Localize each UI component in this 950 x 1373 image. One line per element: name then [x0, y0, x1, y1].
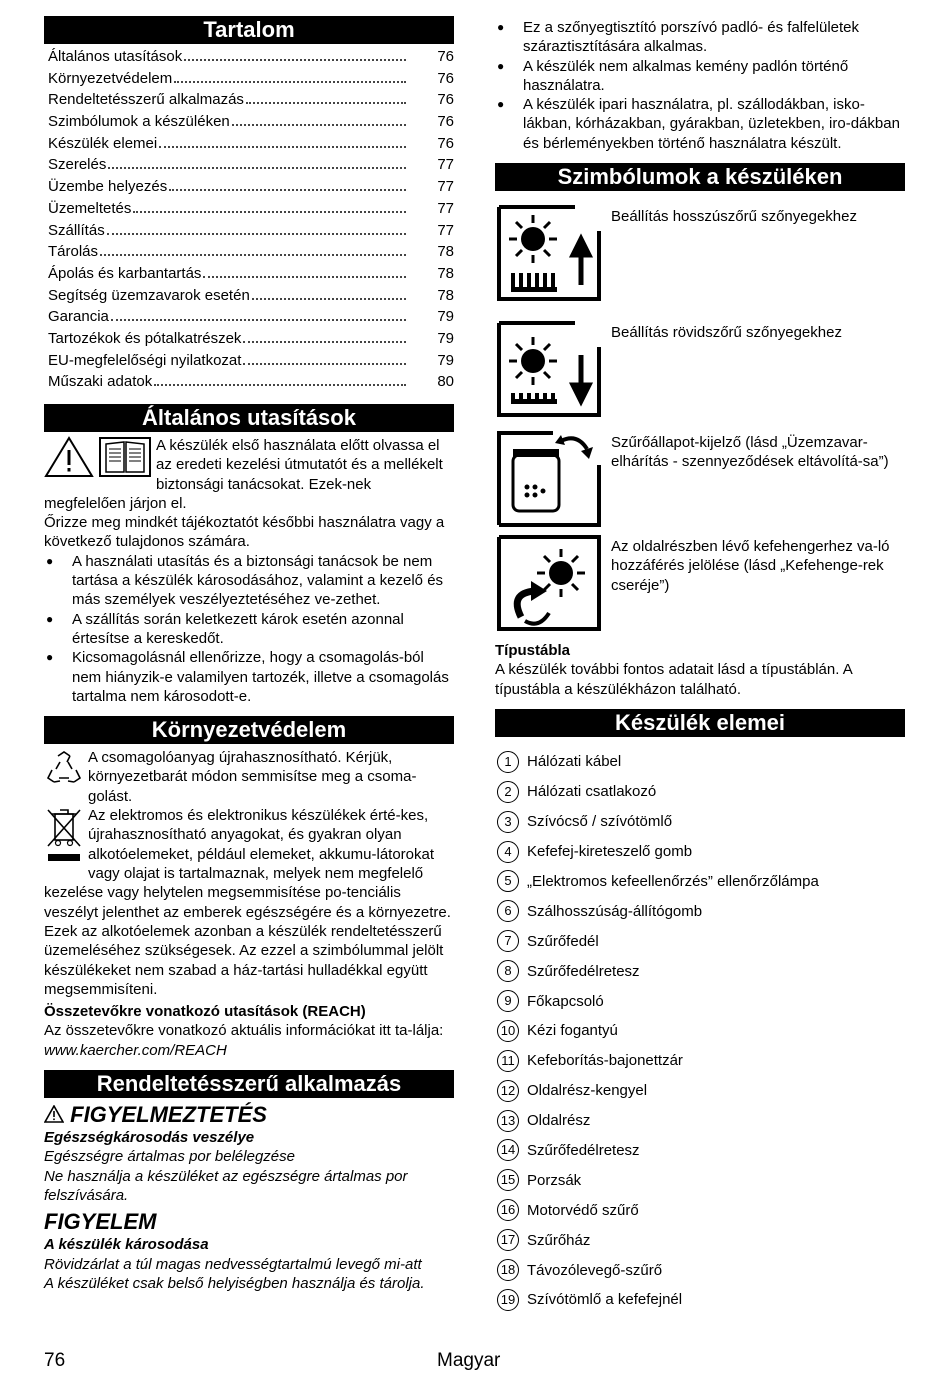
toc-leader-dots: [108, 166, 406, 169]
env-weee-text: Az elektromos és elektronikus készülékek érté-kes, újrahasznosítható anyagokat, és gyakran olyan alkotóelemeket, például elemeket, akkumu-látorokat vagy olajat is tartalmaznak, melyek nem megfelelő kezelése vagy helytelen megsemmisítése po-tenciális veszélyt jelenthet az emberek egészségére és a környezetre. Ezek az alkotóelemek azonban a készülék rendeltetésszerű üzemeléséhez szükségesek. Az ezzel a szimbólummal jelölt készülékeket nem szabad a ház-tartási hulladékkal együtt megsemmisíteni.: [44, 807, 451, 998]
part-item: [495, 1016, 905, 1046]
part-item: [495, 1136, 905, 1166]
right-column: [495, 18, 905, 1315]
short-pile-setting-icon: [495, 319, 605, 419]
part-item: [495, 1106, 905, 1136]
part-item: [495, 1255, 905, 1285]
toc-item[interactable]: [44, 48, 454, 70]
toc-leader-dots: [243, 362, 406, 365]
toc-item-page: 78: [437, 264, 454, 282]
brush-roller-access-icon: [495, 533, 605, 633]
part-number-badge: 3: [497, 811, 519, 833]
symbol-text-long-pile: Beállítás hosszúszőrű szőnyegekhez: [611, 208, 857, 226]
general-bullet-2: ● A szállítás során keletkezett károk esetén azonnal értesítse a kereskedőt.: [44, 610, 454, 649]
part-label: Szívócső / szívótömlő: [527, 813, 673, 831]
part-label: Szűrőfedél: [527, 932, 599, 950]
toc-leader-dots: [107, 232, 406, 235]
recycle-icon: [44, 748, 84, 788]
toc-item-page: 78: [437, 243, 454, 261]
toc-item-label: Szállítás: [48, 221, 105, 239]
toc-leader-dots: [252, 297, 406, 300]
page-number: 76: [44, 1350, 66, 1371]
general-bullet-1: ● A használati utasítás és a biztonsági tanácsok be nem tartása a készülék károsodásához, valamint a kezelő és más személyek veszélyeztetéséhez ve-zethet.: [44, 552, 454, 610]
manual-book-icon: [98, 436, 152, 478]
intended-heading: Rendeltetésszerű alkalmazás: [44, 1070, 454, 1098]
weee-bin-icon: [44, 806, 84, 866]
toc-leader-dots: [159, 145, 406, 148]
toc-leader-dots: [154, 383, 406, 386]
intended-bullet-1: ● Ez a szőnyegtisztító porszívó padló- és falfelületek száraztisztítására alkalmas.: [495, 18, 905, 57]
toc-item[interactable]: [44, 156, 454, 178]
symbol-item-brush-roller: [495, 533, 905, 633]
part-item: [495, 837, 905, 867]
toc-leader-dots: [184, 58, 406, 61]
general-heading: Általános utasítások: [44, 404, 454, 432]
toc-leader-dots: [111, 318, 406, 321]
part-label: Oldalrész: [527, 1112, 591, 1130]
type-plate-title: Típustábla: [495, 642, 571, 660]
toc-leader-dots: [100, 253, 406, 256]
toc-item-label: Segítség üzemzavarok esetén: [48, 286, 250, 304]
part-label: Szűrőfedélretesz: [527, 962, 640, 980]
toc-item-page: 79: [437, 329, 454, 347]
symbol-text-short-pile: Beállítás rövidszőrű szőnyegekhez: [611, 324, 842, 342]
part-number-badge: 4: [497, 841, 519, 863]
toc-item[interactable]: [44, 91, 454, 113]
env-recycle-text: A csomagolóanyag újrahasznosítható. Kérjük, környezetbarát módon semmisítse meg a csoma-golást.: [88, 749, 417, 805]
toc-item[interactable]: [44, 243, 454, 265]
part-item: [495, 807, 905, 837]
part-number-badge: 12: [497, 1080, 519, 1102]
warning-triangle-icon: [44, 436, 94, 478]
env-heading: Környezetvédelem: [44, 716, 454, 744]
part-number-badge: 10: [497, 1020, 519, 1042]
toc-item[interactable]: [44, 265, 454, 287]
toc-leader-dots: [169, 188, 406, 191]
toc-item-label: Tárolás: [48, 243, 99, 261]
reach-title: Összetevőkre vonatkozó utasítások (REACH): [44, 1003, 366, 1021]
part-item: [495, 747, 905, 777]
part-number-badge: 11: [497, 1050, 519, 1072]
toc-leader-dots: [174, 80, 406, 83]
part-label: Távozólevegő-szűrő: [527, 1261, 663, 1279]
part-number-badge: 1: [497, 751, 519, 773]
toc-item-page: 76: [437, 113, 454, 131]
part-label: Szívótömlő a kefefejnél: [527, 1291, 683, 1309]
toc-item[interactable]: [44, 352, 454, 374]
part-number-badge: 15: [497, 1169, 519, 1191]
left-column: [44, 16, 454, 1293]
part-item: [495, 1046, 905, 1076]
part-label: Hálózati csatlakozó: [527, 783, 657, 801]
toc-leader-dots: [203, 275, 406, 278]
toc-item-page: 76: [437, 91, 454, 109]
toc-leader-dots: [232, 123, 406, 126]
reach-text-body: Az összetevőkre vonatkozó aktuális információkat itt ta-lálja:: [44, 1022, 444, 1040]
caution-line-1: Rövidzárlat a túl magas nedvességtartalmú levegő mi-att: [44, 1255, 422, 1273]
part-label: Kefefej-kireteszelő gomb: [527, 843, 693, 861]
toc-item-label: EU-megfelelőségi nyilatkozat: [48, 351, 242, 369]
parts-list: [495, 747, 905, 1315]
part-number-badge: 8: [497, 960, 519, 982]
toc-item-page: 77: [437, 178, 454, 196]
symbol-text-filter-status: Szűrőállapot-kijelző (lásd „Üzemzavar-elhárítás - szennyeződések eltávolítá-sa”): [611, 434, 889, 471]
toc-item-page: 77: [437, 221, 454, 239]
part-label: Szűrőfedélretesz: [527, 1141, 640, 1159]
toc-item-page: 76: [437, 48, 454, 65]
part-number-badge: 13: [497, 1110, 519, 1132]
toc-leader-dots: [246, 101, 406, 104]
part-item: [495, 986, 905, 1016]
warning-line-1: Egészségre ártalmas por belélegzése: [44, 1148, 295, 1166]
intended-bullet-3: ● A készülék ipari használatra, pl. szállodákban, isko-lákban, kórházakban, gyárakban, üzletekben, iro-dákban és bérleményekben történő használatra készült.: [495, 95, 905, 153]
part-label: Motorvédő szűrő: [527, 1201, 639, 1219]
toc-item-label: Műszaki adatok: [48, 373, 153, 391]
toc-item-label: Tartozékok és pótalkatrészek: [48, 329, 242, 347]
part-item: [495, 956, 905, 986]
part-number-badge: 5: [497, 870, 519, 892]
toc-leader-dots: [243, 340, 406, 343]
toc-item-label: Ápolás és karbantartás: [48, 264, 202, 282]
part-number-badge: 9: [497, 990, 519, 1012]
toc-item[interactable]: [44, 135, 454, 157]
toc-item-label: Szerelés: [48, 156, 107, 174]
warning-sub: Egészségkárosodás veszélye: [44, 1129, 255, 1147]
part-item: [495, 1165, 905, 1195]
caution-line-2: A készüléket csak belső helyiségben használja és tárolja.: [44, 1274, 425, 1292]
toc-item-page: 79: [437, 308, 454, 326]
toc-item[interactable]: [44, 178, 454, 200]
toc-item-label: Szimbólumok a készüléken: [48, 113, 230, 131]
toc-item[interactable]: [44, 70, 454, 92]
part-label: Hálózati kábel: [527, 753, 622, 771]
part-label: Szűrőház: [527, 1231, 591, 1249]
part-item: [495, 896, 905, 926]
part-item: [495, 777, 905, 807]
symbol-item-long-pile: [495, 203, 905, 303]
symbol-text-brush-roller: Az oldalrészben lévő kefehengerhez va-ló hozzáférés jelölése (lásd „Kefehenge-rek cseréje”): [611, 538, 890, 594]
table-of-contents: [44, 48, 454, 395]
toc-item-page: 78: [437, 286, 454, 304]
part-label: Főkapcsoló: [527, 992, 604, 1010]
part-number-badge: 2: [497, 781, 519, 803]
toc-item-label: Rendeltetésszerű alkalmazás: [48, 91, 244, 109]
toc-item[interactable]: [44, 330, 454, 352]
toc-item-label: Üzembe helyezés: [48, 178, 168, 196]
toc-item-label: Készülék elemei: [48, 134, 158, 152]
caution-sub: A készülék károsodása: [44, 1236, 209, 1254]
toc-item[interactable]: [44, 222, 454, 244]
filter-status-icon: [495, 429, 605, 529]
toc-item-label: Üzemeltetés: [48, 199, 132, 217]
type-plate-text: A készülék további fontos adatait lásd a típustáblán. A típustábla a készülékházon található.: [495, 661, 852, 698]
toc-heading: Tartalom: [44, 16, 454, 44]
warning-small-icon: [44, 1105, 64, 1123]
warning-title: FIGYELMEZTETÉS: [70, 1102, 267, 1128]
warning-heading: [44, 1102, 454, 1128]
general-bullet-3: ● Kicsomagolásnál ellenőrizze, hogy a csomagolás-ból nem hiányzik-e valamilyen tartozék, illetve a csomagolás tartalma nem károsodott-e.: [44, 648, 454, 706]
part-label: Kézi fogantyú: [527, 1022, 618, 1040]
toc-leader-dots: [133, 210, 406, 213]
language-label: Magyar: [437, 1350, 501, 1371]
symbol-item-short-pile: [495, 319, 905, 419]
caution-heading: FIGYELEM: [44, 1209, 157, 1235]
part-item: [495, 1076, 905, 1106]
part-number-badge: 17: [497, 1229, 519, 1251]
reach-text: [44, 1021, 454, 1060]
toc-item[interactable]: [44, 373, 454, 395]
parts-heading: Készülék elemei: [495, 709, 905, 737]
part-number-badge: 6: [497, 900, 519, 922]
toc-item[interactable]: [44, 308, 454, 330]
toc-item-label: Általános utasítások: [48, 48, 183, 65]
toc-item-page: 80: [437, 373, 454, 391]
toc-item-page: 79: [437, 351, 454, 369]
toc-item-page: 76: [437, 134, 454, 152]
part-item: [495, 1225, 905, 1255]
part-number-badge: 7: [497, 930, 519, 952]
toc-item-page: 77: [437, 156, 454, 174]
part-label: Porzsák: [527, 1171, 582, 1189]
toc-item[interactable]: [44, 287, 454, 309]
toc-item-label: Garancia: [48, 308, 109, 326]
toc-item[interactable]: [44, 200, 454, 222]
symbols-heading: Szimbólumok a készüléken: [495, 163, 905, 191]
warning-line-2: Ne használja a készüléket az egészségre ártalmas por felszívására.: [44, 1167, 408, 1204]
reach-link[interactable]: www.kaercher.com/REACH: [44, 1041, 227, 1059]
intended-bullet-2: ● A készülék nem alkalmas kemény padlón történő használatra.: [495, 57, 905, 96]
part-label: Kefeborítás-bajonettzár: [527, 1052, 683, 1070]
symbol-item-filter-status: [495, 429, 905, 529]
part-number-badge: 18: [497, 1259, 519, 1281]
long-pile-setting-icon: [495, 203, 605, 303]
part-label: „Elektromos kefeellenőrzés” ellenőrzőlámpa: [527, 872, 819, 890]
toc-item[interactable]: [44, 113, 454, 135]
toc-item-label: Környezetvédelem: [48, 69, 173, 87]
part-item: [495, 867, 905, 897]
part-item: [495, 926, 905, 956]
part-number-badge: 16: [497, 1199, 519, 1221]
general-intro: A készülék első használata előtt olvassa el az eredeti kezelési útmutatót és a mellékelt biztonsági tanácsokat. Ezek-nek megfelelően járjon el.: [44, 437, 443, 512]
part-item: [495, 1285, 905, 1315]
part-label: Oldalrész-kengyel: [527, 1082, 648, 1100]
part-number-badge: 14: [497, 1139, 519, 1161]
toc-item-page: 76: [437, 69, 454, 87]
part-label: Szálhosszúság-állítógomb: [527, 902, 703, 920]
general-keep: Őrizze meg mindkét tájékoztatót későbbi használatra vagy a következő tulajdonos számára.: [44, 514, 445, 551]
toc-item-page: 77: [437, 199, 454, 217]
part-number-badge: 19: [497, 1289, 519, 1311]
part-item: [495, 1195, 905, 1225]
